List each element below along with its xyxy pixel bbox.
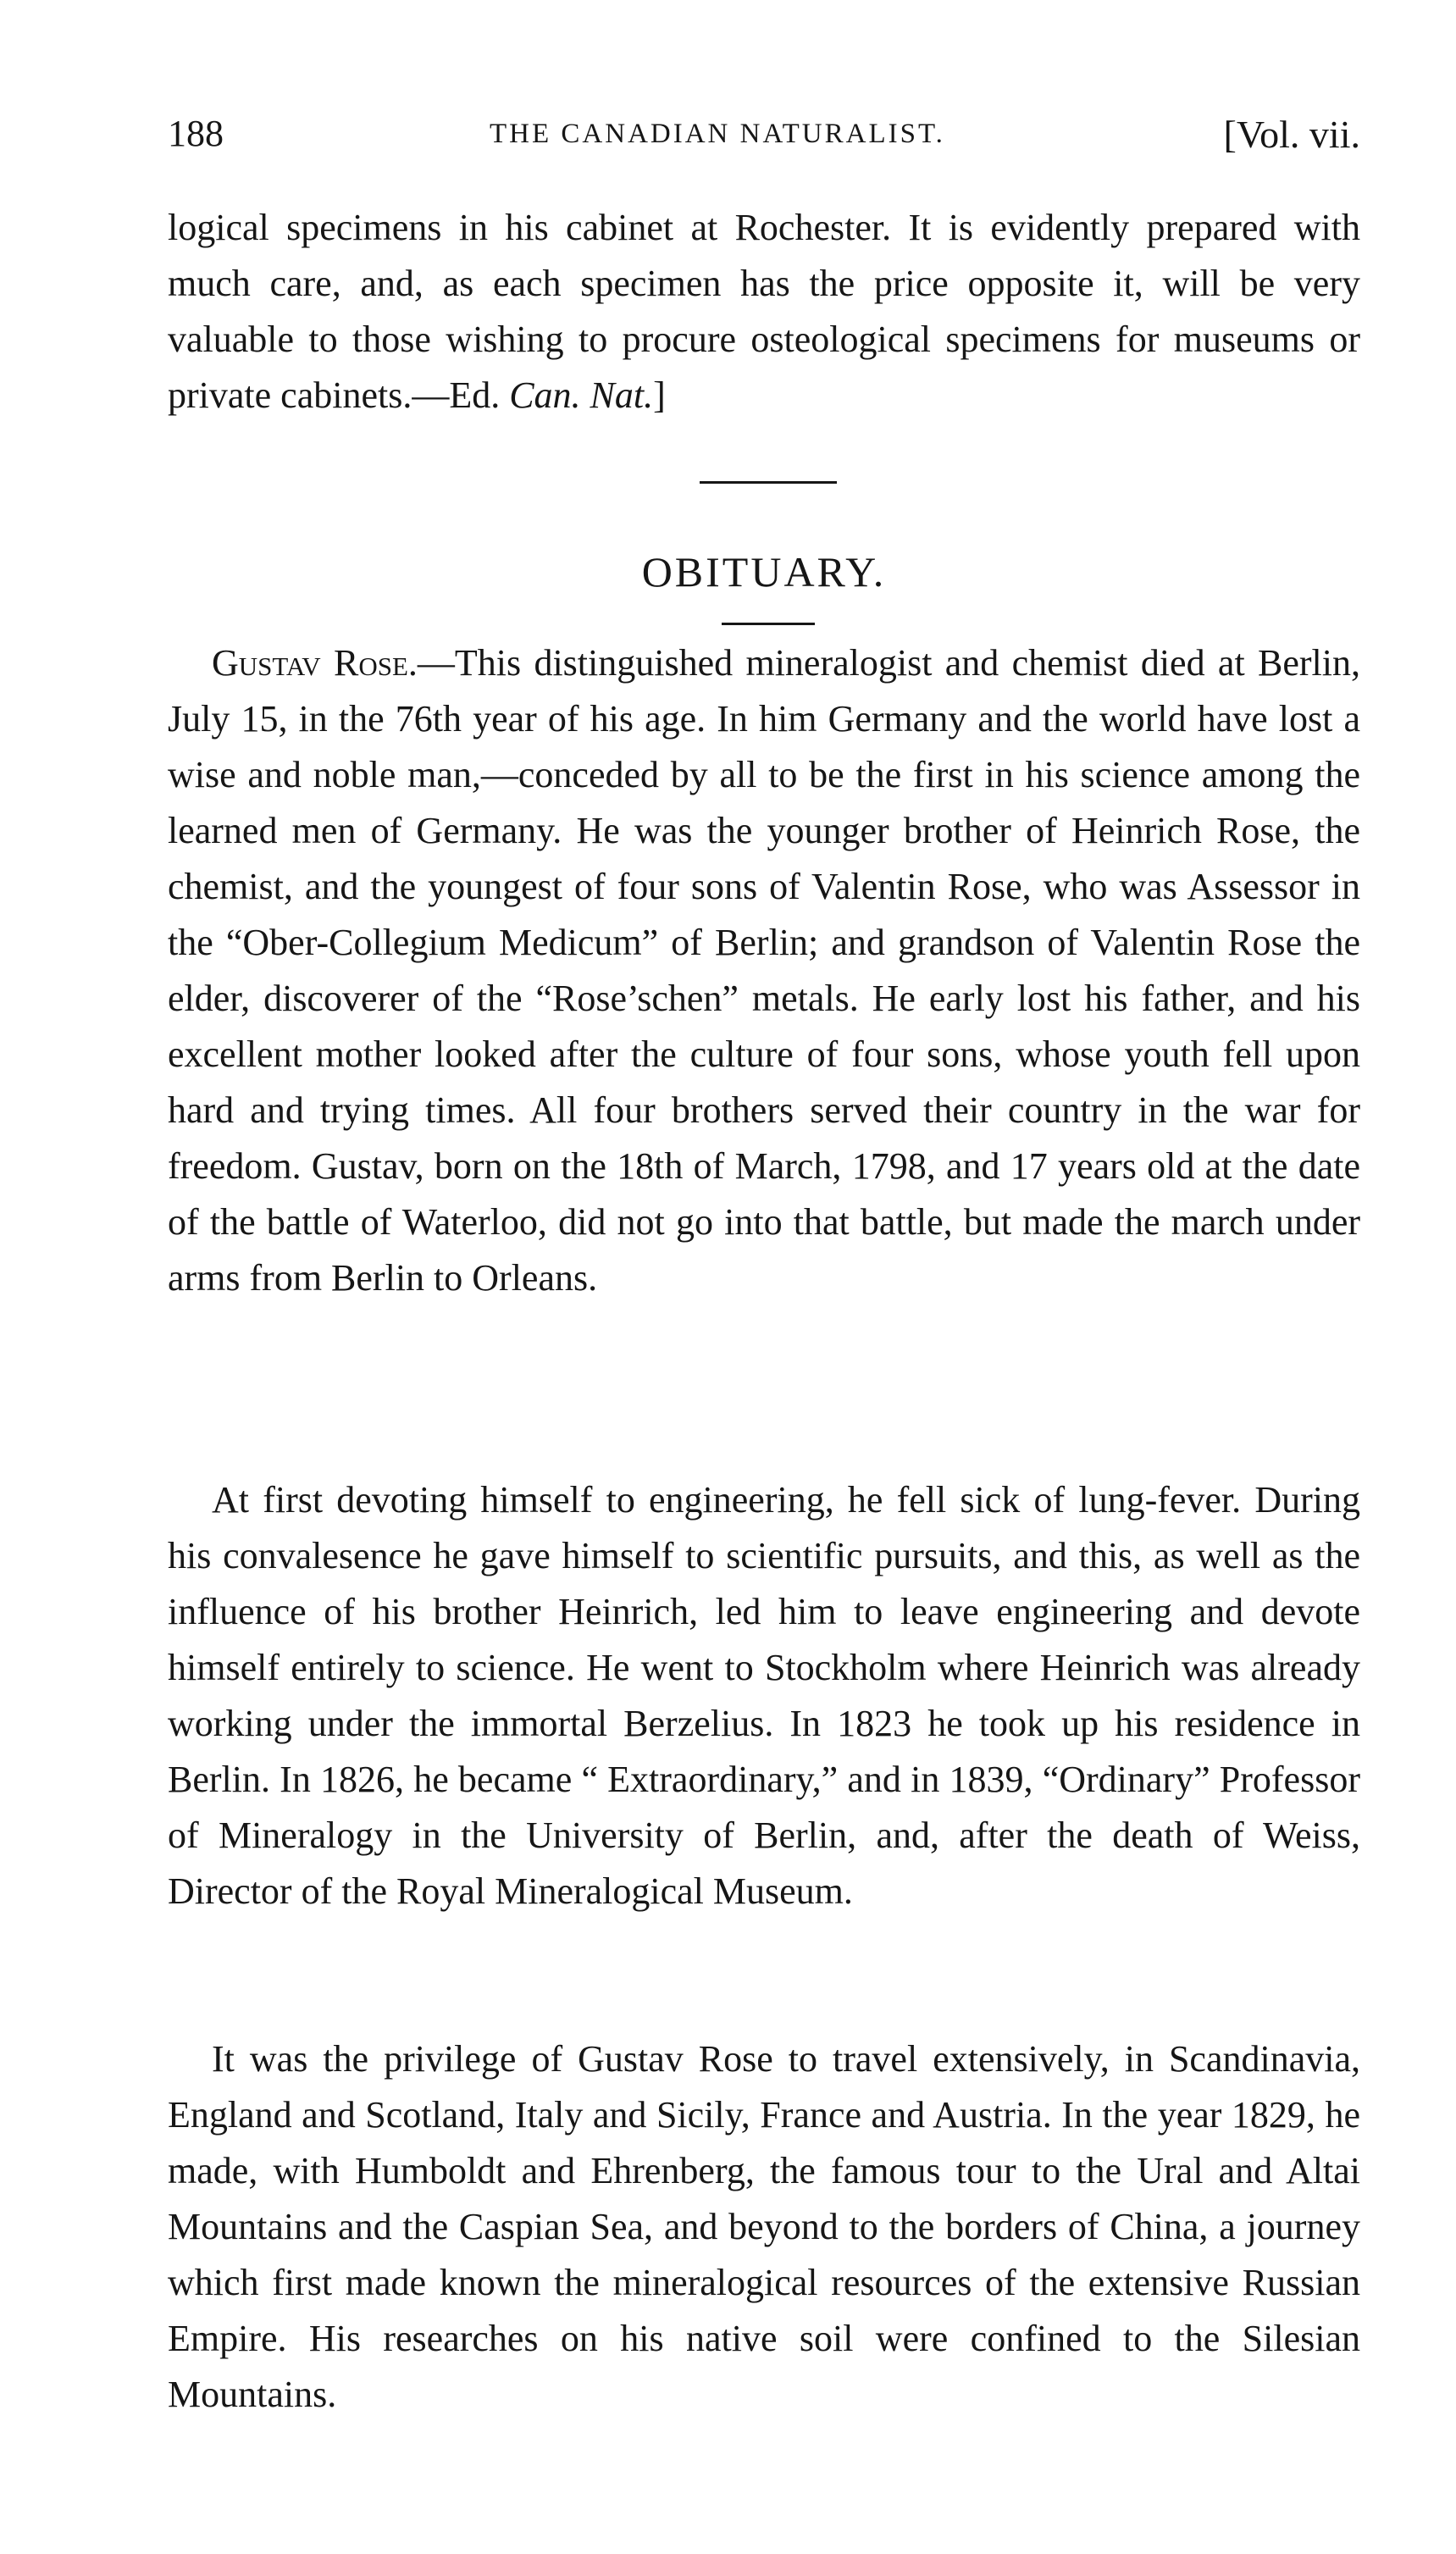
obituary-paragraph: It was the privilege of Gustav Rose to travel extensively, in Scandinavia, England and Scotland, Italy and Sicily, France and Austria. In the year 1829, he made, with Humboldt and Ehrenberg, the famous tour to the Ural and Altai Mountains and the Caspian Sea, and beyond to the borders of China, a journey which first made known the mineralogical resources of the extensive Russian Empire. His researches on his native soil were confined to the Silesian Mountains. [168, 2038, 1360, 2415]
obituary-paragraph [168, 635, 1360, 1306]
obituary-paragraph: At first devoting himself to engineering, he fell sick of lung-fever. During his convalesence he gave himself to scientific pursuits, and this, as well as the influence of his brother Heinrich, led him to leave engineering and devote himself entirely to science. He went to Stockholm where Heinrich was already working under the immortal Berzelius. In 1823 he took up his residence in Berlin. In 1826, he became “ Extraordinary,” and in 1839, “Ordinary” Professor of Mineralogy in the University of Berlin, and, after the death of Weiss, Director of the Royal Mineralogical Museum. [168, 1479, 1360, 1912]
continued-text: logical specimens in his cabinet at Rochester. It is evidently prepared with much care, and, as each specimen has the price opposite it, will be very valuable to those wishing to procure osteological specimens for museums or private cabinets.—Ed. [168, 207, 1360, 416]
journal-title: THE CANADIAN NATURALIST. [490, 119, 945, 149]
editor-reference: Can. Nat. [509, 374, 654, 416]
paragraph-text: —This distinguished mineralogist and chemist died at Berlin, July 15, in the 76th year of his age. In him Germany and the world have lost a wise and noble man,—conceded by all to be the first in his science among the learned men of Germany. He was the younger brother of Heinrich Rose, the chemist, and the youngest of four sons of Valentin Rose, who was Assessor in the “Ober-Collegium Medicum” of Berlin; and grandson of Valentin Rose the elder, discoverer of the “Rose’schen” metals. He early lost his father, and his excellent mother looked after the culture of four sons, whose youth fell upon hard and trying times. All four brothers served their country in the war for freedom. Gustav, born on the 18th of March, 1798, and 17 years old at the date of the battle of Waterloo, did not go into that battle, but made the march under arms from Berlin to Orleans. [168, 642, 1360, 1299]
subject-name: Gustav Rose. [212, 642, 418, 684]
volume-label: [Vol. vii. [1223, 113, 1360, 156]
closing-bracket: ] [653, 374, 666, 416]
running-header [168, 112, 1360, 171]
section-heading: OBITUARY. [641, 548, 887, 596]
continued-paragraph [168, 200, 1360, 424]
heading-underline [722, 623, 815, 625]
page-number: 188 [168, 113, 224, 154]
section-divider [700, 481, 837, 484]
